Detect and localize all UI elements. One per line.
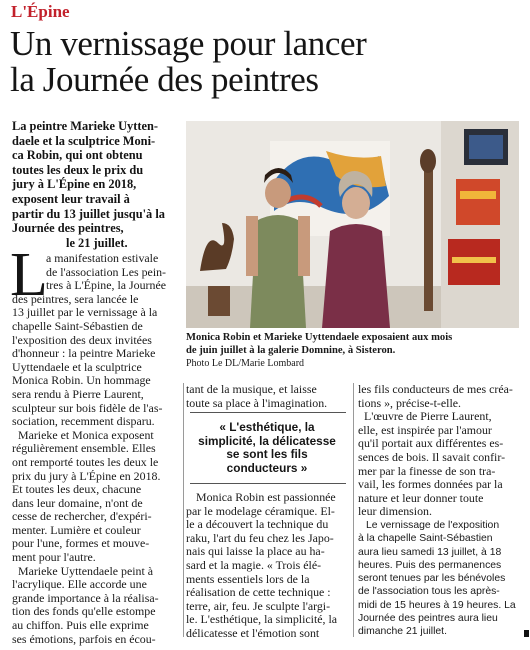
gallery-photo-illustration (186, 121, 519, 328)
article-headline (10, 26, 522, 98)
body-line: leur dimension. (358, 504, 432, 519)
body-line: ont remporté toutes les deux le (12, 454, 159, 469)
event-info-box (358, 519, 524, 639)
column-divider (183, 383, 184, 637)
body-line: délicatesse et l'émotion sont (186, 625, 320, 640)
info-line: Le vernissage de l'exposition (366, 520, 500, 531)
lead-line: toutes les deux le prix du (12, 162, 144, 177)
body-line: sences de bois. Il savait confir- (358, 449, 506, 464)
lead-line: le 21 juillet. (66, 235, 128, 250)
article-photo (186, 121, 519, 328)
lead-line: ca Robin, qui ont obtenu (12, 148, 143, 163)
body-line: cesse de rechercher, d'expéri- (12, 509, 152, 524)
lead-line: partir du 13 juillet jusqu'à la (12, 206, 165, 221)
body-line: l'acrylique. Elle accorde une (12, 577, 147, 592)
body-line: sociation, recemment disparu. (12, 414, 155, 429)
info-line: à la chapelle Saint-Sébastien (358, 533, 493, 545)
body-line: 13 juillet par le vernissage à la (12, 305, 158, 320)
body-column-2 (186, 383, 351, 410)
body-line: tions », précise-t-elle. (358, 395, 462, 410)
lead-line: Journée des peintres, (12, 221, 124, 236)
photo-caption (186, 332, 522, 370)
quote-line: se sont les fils (226, 447, 308, 462)
body-line: au chiffon. Puis elle exprime (12, 618, 149, 633)
body-line: Et toutes les deux, chacune (12, 482, 142, 497)
body-line: raku, l'art du feu chez les Japo- (186, 530, 334, 545)
body-line: des peintres, sera lancée le (12, 291, 139, 306)
body-line: tion des fonds qu'elle estompe (12, 604, 156, 619)
section-rubric: L'Épine (11, 2, 70, 21)
body-line: vail, les formes données par la (358, 477, 503, 492)
body-line: nais qui laisse la place au ha- (186, 544, 325, 559)
body-line: Marieke Uyttendaele peint à (18, 563, 154, 578)
body-line: toute sa place à l'imagination. (186, 395, 328, 410)
info-line: midi de 15 heures à 19 heures. La (358, 599, 516, 611)
info-line: Journée des peintres aura lieu (358, 613, 498, 625)
body-line: sera rendu à Pierre Laurent, (12, 386, 144, 401)
quote-rule-top (190, 412, 346, 413)
quote-line: simplicité, la délicatesse (198, 433, 336, 448)
body-line: prix du jury à L'Épine en 2018. (12, 468, 161, 483)
lead-line: daele et la sculptrice Moni- (12, 133, 156, 148)
quote-rule-bottom (190, 483, 346, 484)
body-line: l'exposition des deux invitées (12, 332, 152, 347)
body-line: nature et leur donner toute (358, 490, 484, 505)
body-line: dans leur domaine, n'ont de (12, 495, 143, 510)
body-column-3 (358, 383, 524, 519)
body-line: régulièrement ensemble. Elles (12, 441, 156, 456)
caption-text (186, 332, 522, 358)
lead-line: jury à L'Épine en 2018, (12, 177, 137, 192)
end-of-article-mark (524, 630, 529, 637)
info-line: de l'association tous les après- (358, 586, 500, 598)
body-line: chapelle Saint-Sébastien de (12, 318, 143, 333)
body-line: Marieke et Monica exposent (18, 427, 154, 442)
drop-cap: L (10, 241, 48, 309)
body-line: Uyttendaele et la sculptrice (12, 359, 142, 374)
body-line: pour l'une, formes et mouve- (12, 536, 150, 551)
lead-line: exposent leur travail à (12, 191, 130, 206)
body-line: tant de la musique, et laisse (186, 382, 317, 396)
body-line: sculpteur sur bois fidèle de l'as- (12, 400, 163, 415)
body-line: le a découvert la technique du (186, 517, 329, 532)
info-line: aura lieu samedi 13 juillet, à 18 (358, 546, 502, 558)
photo-credit: Photo Le DL/Marie Lombard (186, 357, 305, 369)
body-line: ment pour l'autre. (12, 550, 96, 565)
body-line: d'honneur : la peintre Marieke (12, 346, 156, 361)
headline-line: Un vernissage pour lancer (10, 24, 367, 63)
body-line: elle, est inspirée par l'amour (358, 422, 492, 437)
body-line: par le modelage céramique. El- (186, 503, 335, 518)
caption-line: Monica Robin et Marieke Uyttendaele exposaient aux mois (186, 332, 453, 343)
body-line: L'œuvre de Pierre Laurent, (364, 409, 492, 424)
body-line: de l'association Les pein- (46, 264, 167, 279)
body-line: qu'il portait aux différentes es- (358, 436, 504, 451)
info-line: seront tenues par les bénévoles (358, 573, 506, 585)
pull-quote (192, 421, 342, 475)
quote-line: conducteurs » (226, 460, 308, 475)
body-line: tres à L'Épine, la Journée (46, 278, 167, 293)
body-line: a manifestation estivale (46, 251, 159, 265)
body-line: les fils conducteurs de mes créa- (358, 382, 513, 396)
info-line: dimanche 21 juillet. (358, 626, 447, 638)
body-line: Monica Robin. Un hommage (12, 373, 151, 388)
body-line: réalisation de cette technique : (186, 585, 331, 600)
article-lead (12, 119, 184, 250)
body-line: ses émotions, parfois en écou- (12, 631, 156, 646)
body-line: le. L'esthétique, la simplicité, la (186, 612, 338, 627)
headline-line: la Journée des peintres (10, 60, 319, 99)
lead-line: La peintre Marieke Uytten- (12, 119, 159, 133)
body-line: sard et la magie. « Trois élé- (186, 557, 322, 572)
column-divider (353, 383, 354, 637)
quote-line: « L'esthétique, la (219, 420, 315, 434)
body-line: menter. Lumière et couleur (12, 522, 141, 537)
caption-line: de juin juillet à la galerie Domnine, à Sisteron. (186, 344, 396, 356)
body-line: grande importance à la réalisa- (12, 590, 159, 605)
body-line: Monica Robin est passionnée (196, 490, 336, 504)
body-line: terre, air, feu. Je sculpte l'argi- (186, 598, 331, 613)
info-line: heures. Puis des permanences (358, 559, 502, 571)
body-column-2-continued (186, 491, 351, 641)
body-column-1 (12, 252, 184, 646)
body-line: ments essentiels lors de la (186, 571, 310, 586)
body-line: mer par la finesse de son tra- (358, 463, 496, 478)
